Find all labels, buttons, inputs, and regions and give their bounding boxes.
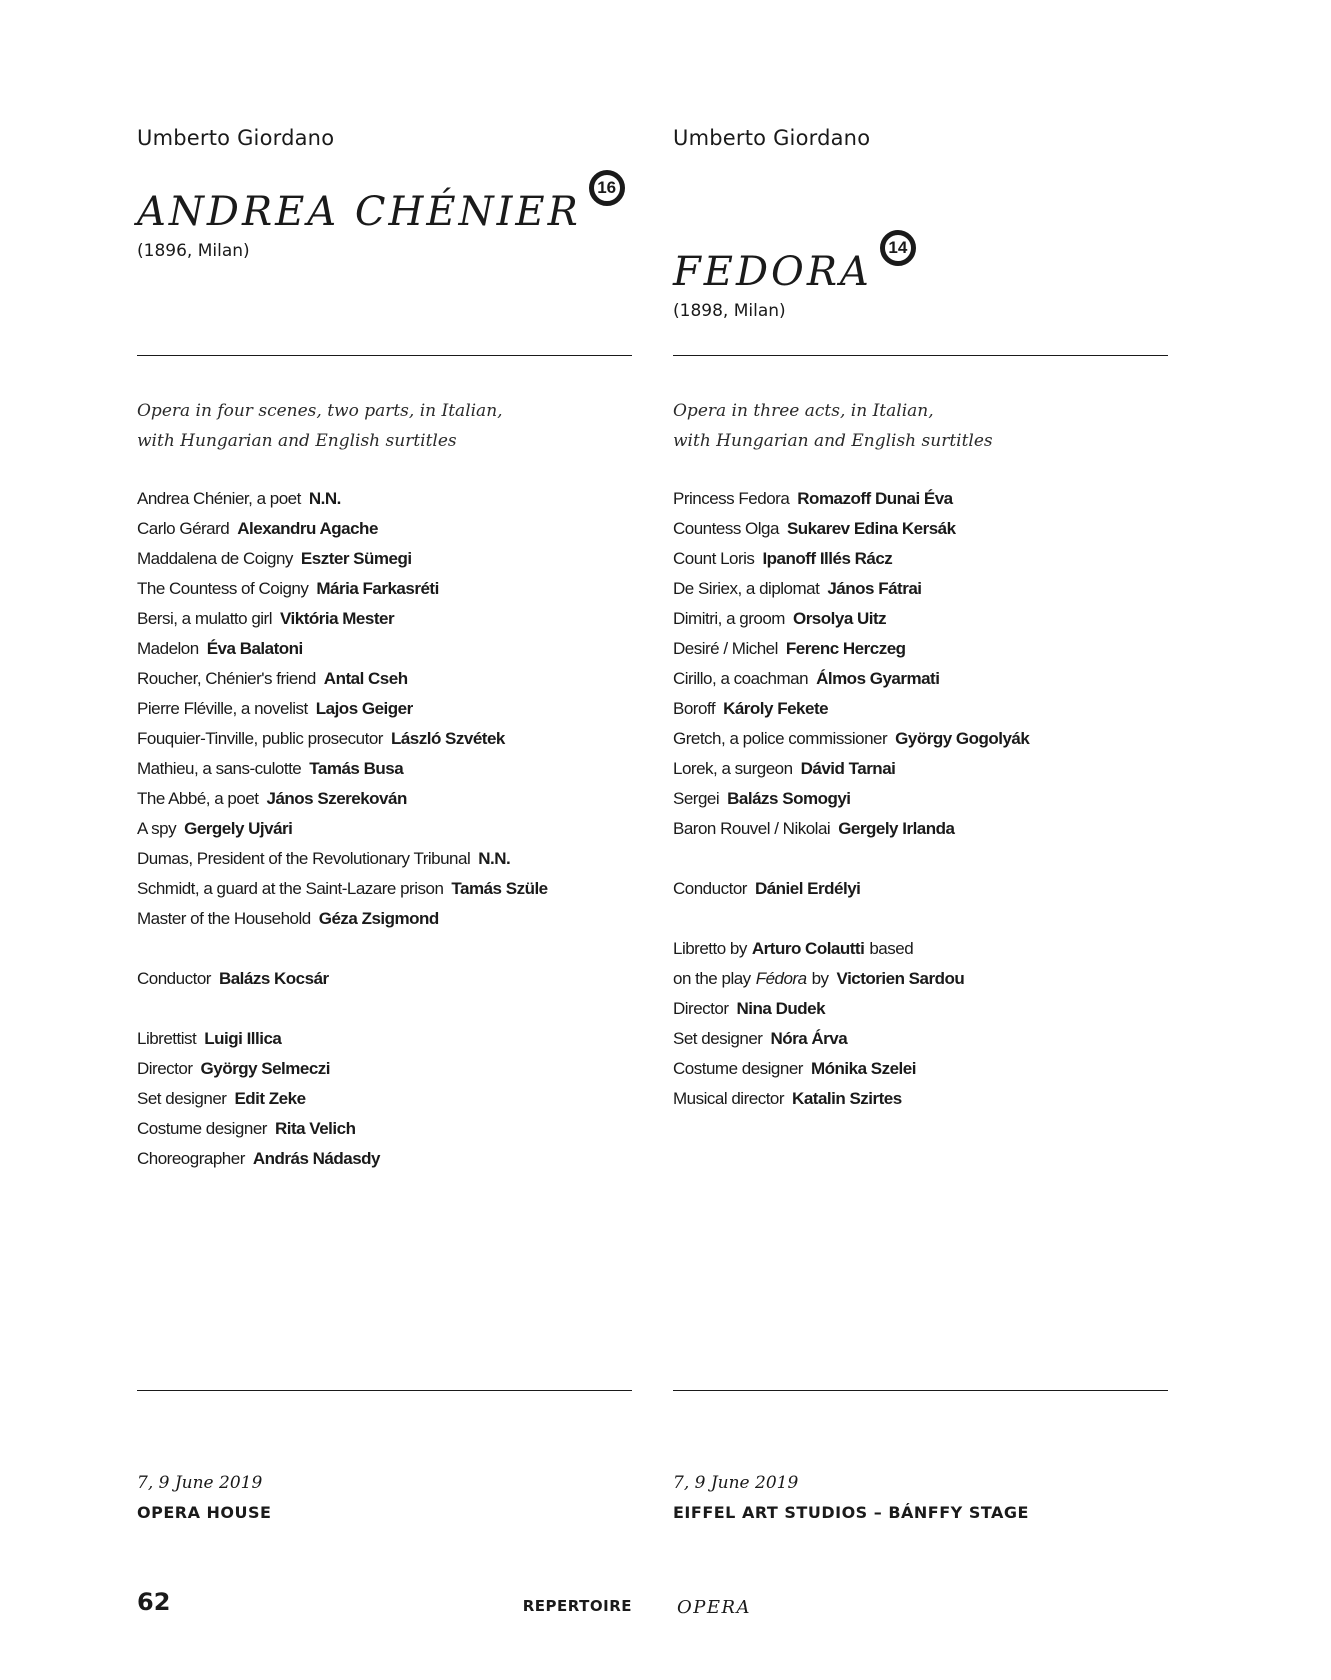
performer-name: Katalin Szirtes <box>792 1089 902 1108</box>
librettist-name: Arturo Colautti <box>751 939 865 958</box>
category-label: OPERA <box>677 1597 752 1618</box>
divider <box>137 1390 632 1391</box>
description-line: with Hungarian and English surtitles <box>673 431 993 451</box>
role-name: Gretch, a police commissioner <box>673 729 888 748</box>
performer-name: Balázs Somogyi <box>727 789 851 808</box>
role-name: Mathieu, a sans-culotte <box>137 759 302 778</box>
credit-row <box>673 634 1029 664</box>
role-name: Schmidt, a guard at the Saint-Lazare prison <box>137 879 444 898</box>
performer-name: Gergely Ujvári <box>184 819 293 838</box>
role-name: Sergei <box>673 789 720 808</box>
performer-name: Orsolya Uitz <box>792 609 887 628</box>
performer-name: Antal Cseh <box>323 669 408 688</box>
credit-row <box>137 544 548 574</box>
performer-name: Nóra Árva <box>770 1029 848 1048</box>
description-line: Opera in three acts, in Italian, <box>673 401 934 421</box>
credit-row <box>137 634 548 664</box>
performer-name: Nina Dudek <box>736 999 826 1018</box>
credit-row <box>137 844 548 874</box>
age-rating-badge <box>880 230 916 266</box>
performer-name: János Szerekován <box>266 789 407 808</box>
role-name: Baron Rouvel / Nikolai <box>673 819 831 838</box>
performer-name: Sukarev Edina Kersák <box>786 519 956 538</box>
playwright-name: Victorien Sardou <box>836 969 965 988</box>
premiere-info: (1896, Milan) <box>137 241 250 261</box>
credit-row <box>673 814 1029 844</box>
performance-dates: 7, 9 June 2019 <box>137 1473 263 1493</box>
credit-row <box>673 994 1029 1024</box>
venue: OPERA HOUSE <box>137 1503 272 1522</box>
role-name: Pierre Fléville, a novelist <box>137 699 308 718</box>
role-name: Maddalena de Coigny <box>137 549 293 568</box>
credit-row <box>673 874 1029 904</box>
role-name: Costume designer <box>673 1059 803 1078</box>
role-name: Bersi, a mulatto girl <box>137 609 272 628</box>
role-name: Director <box>673 999 729 1018</box>
performer-name: Tamás Szüle <box>451 879 548 898</box>
credit-row <box>137 754 548 784</box>
age-rating-badge <box>589 170 625 206</box>
credit-row <box>673 754 1029 784</box>
spacer <box>673 904 1029 934</box>
role-name: Roucher, Chénier's friend <box>137 669 316 688</box>
performer-name: Balázs Kocsár <box>218 969 329 988</box>
opera-description <box>673 396 993 456</box>
credit-row <box>137 694 548 724</box>
performer-name: Dániel Erdélyi <box>754 879 861 898</box>
role-name: De Siriex, a diplomat <box>673 579 820 598</box>
role-name: The Countess of Coigny <box>137 579 309 598</box>
description-line: Opera in four scenes, two parts, in Italian, <box>137 401 503 421</box>
performance-dates: 7, 9 June 2019 <box>673 1473 799 1493</box>
libretto-suffix: based <box>869 939 914 958</box>
title-block <box>673 238 916 295</box>
credit-row <box>137 1144 548 1174</box>
opera-title: FEDORA <box>673 249 872 295</box>
performer-name: Álmos Gyarmati <box>816 669 940 688</box>
credit-row <box>137 664 548 694</box>
credit-row <box>137 784 548 814</box>
credit-row <box>137 604 548 634</box>
role-name: Choreographer <box>137 1149 245 1168</box>
cast-list <box>137 484 548 1174</box>
title-block <box>137 178 625 235</box>
left-column <box>137 0 632 1680</box>
credit-row <box>137 484 548 514</box>
source-prefix: on the play <box>673 969 751 988</box>
role-name: Conductor <box>137 969 211 988</box>
page-number: 62 <box>137 1588 171 1616</box>
libretto-prefix: Libretto by <box>673 939 747 958</box>
role-name: Set designer <box>673 1029 763 1048</box>
role-name: Costume designer <box>137 1119 267 1138</box>
performer-name: Mónika Szelei <box>810 1059 916 1078</box>
performer-name: Luigi Illica <box>204 1029 282 1048</box>
credit-row <box>137 904 548 934</box>
performer-name: Rita Velich <box>274 1119 356 1138</box>
credit-row <box>673 1024 1029 1054</box>
credit-row <box>137 1024 548 1054</box>
role-name: A spy <box>137 819 177 838</box>
role-name: Princess Fedora <box>673 489 790 508</box>
role-name: Lorek, a surgeon <box>673 759 793 778</box>
credit-row <box>673 544 1029 574</box>
cast-list <box>673 484 1029 1114</box>
role-name: Dimitri, a groom <box>673 609 785 628</box>
credit-row <box>137 1114 548 1144</box>
performer-name: Viktória Mester <box>280 609 395 628</box>
performer-name: Mária Farkasréti <box>316 579 439 598</box>
performer-name: Ferenc Herczeg <box>785 639 906 658</box>
role-name: Count Loris <box>673 549 755 568</box>
credit-row <box>673 574 1029 604</box>
performer-name: György Selmeczi <box>200 1059 331 1078</box>
spacer <box>137 994 548 1024</box>
credit-row <box>137 724 548 754</box>
credit-row <box>137 1054 548 1084</box>
divider <box>673 1390 1168 1391</box>
role-name: Carlo Gérard <box>137 519 230 538</box>
role-name: Desiré / Michel <box>673 639 778 658</box>
performer-name: Dávid Tarnai <box>800 759 896 778</box>
age-rating-value: 16 <box>597 178 617 197</box>
divider <box>137 355 632 356</box>
credit-row <box>673 1084 1029 1114</box>
play-title: Fédora <box>755 969 807 988</box>
role-name: Master of the Household <box>137 909 311 928</box>
performer-name: András Nádasdy <box>252 1149 381 1168</box>
performer-name: György Gogolyák <box>895 729 1030 748</box>
composer-name: Umberto Giordano <box>137 126 335 150</box>
credit-row <box>673 724 1029 754</box>
role-name: Fouquier-Tinville, public prosecutor <box>137 729 383 748</box>
role-name: The Abbé, a poet <box>137 789 259 808</box>
performer-name: N.N. <box>478 849 511 868</box>
performer-name: Éva Balatoni <box>206 639 303 658</box>
credit-row <box>673 784 1029 814</box>
credit-row <box>137 574 548 604</box>
credit-row <box>673 1054 1029 1084</box>
section-label: REPERTOIRE <box>522 1597 632 1615</box>
credit-row <box>137 964 548 994</box>
description-line: with Hungarian and English surtitles <box>137 431 457 451</box>
credit-row <box>673 604 1029 634</box>
credit-row <box>137 514 548 544</box>
role-name: Countess Olga <box>673 519 779 538</box>
spacer <box>137 934 548 964</box>
role-name: Boroff <box>673 699 716 718</box>
premiere-info: (1898, Milan) <box>673 301 786 321</box>
venue: EIFFEL ART STUDIOS – BÁNFFY STAGE <box>673 1503 1029 1522</box>
age-rating-value: 14 <box>888 238 908 257</box>
performer-name: László Szvétek <box>390 729 505 748</box>
performer-name: Romazoff Dunai Éva <box>797 489 953 508</box>
performer-name: Géza Zsigmond <box>318 909 439 928</box>
source-by: by <box>811 969 829 988</box>
libretto-source-line <box>673 964 1029 994</box>
performer-name: Ipanoff Illés Rácz <box>762 549 893 568</box>
libretto-credit-line <box>673 934 1029 964</box>
role-name: Madelon <box>137 639 199 658</box>
performer-name: János Fátrai <box>827 579 922 598</box>
role-name: Librettist <box>137 1029 197 1048</box>
credit-row <box>137 1084 548 1114</box>
performer-name: N.N. <box>308 489 341 508</box>
performer-name: Lajos Geiger <box>315 699 413 718</box>
role-name: Cirillo, a coachman <box>673 669 809 688</box>
performer-name: Edit Zeke <box>234 1089 306 1108</box>
performer-name: Károly Fekete <box>723 699 829 718</box>
role-name: Musical director <box>673 1089 785 1108</box>
performer-name: Gergely Irlanda <box>838 819 955 838</box>
role-name: Dumas, President of the Revolutionary Tribunal <box>137 849 471 868</box>
role-name: Conductor <box>673 879 747 898</box>
composer-name: Umberto Giordano <box>673 126 871 150</box>
performer-name: Alexandru Agache <box>237 519 378 538</box>
credit-row <box>673 514 1029 544</box>
credit-row <box>673 484 1029 514</box>
credit-row <box>673 694 1029 724</box>
credit-row <box>673 664 1029 694</box>
right-column <box>673 0 1168 1680</box>
performer-name: Eszter Sümegi <box>300 549 412 568</box>
divider <box>673 355 1168 356</box>
opera-title: ANDREA CHÉNIER <box>137 189 581 235</box>
role-name: Director <box>137 1059 193 1078</box>
credit-row <box>137 874 548 904</box>
spacer <box>673 844 1029 874</box>
role-name: Andrea Chénier, a poet <box>137 489 301 508</box>
performer-name: Tamás Busa <box>309 759 404 778</box>
role-name: Set designer <box>137 1089 227 1108</box>
credit-row <box>137 814 548 844</box>
opera-description <box>137 396 503 456</box>
